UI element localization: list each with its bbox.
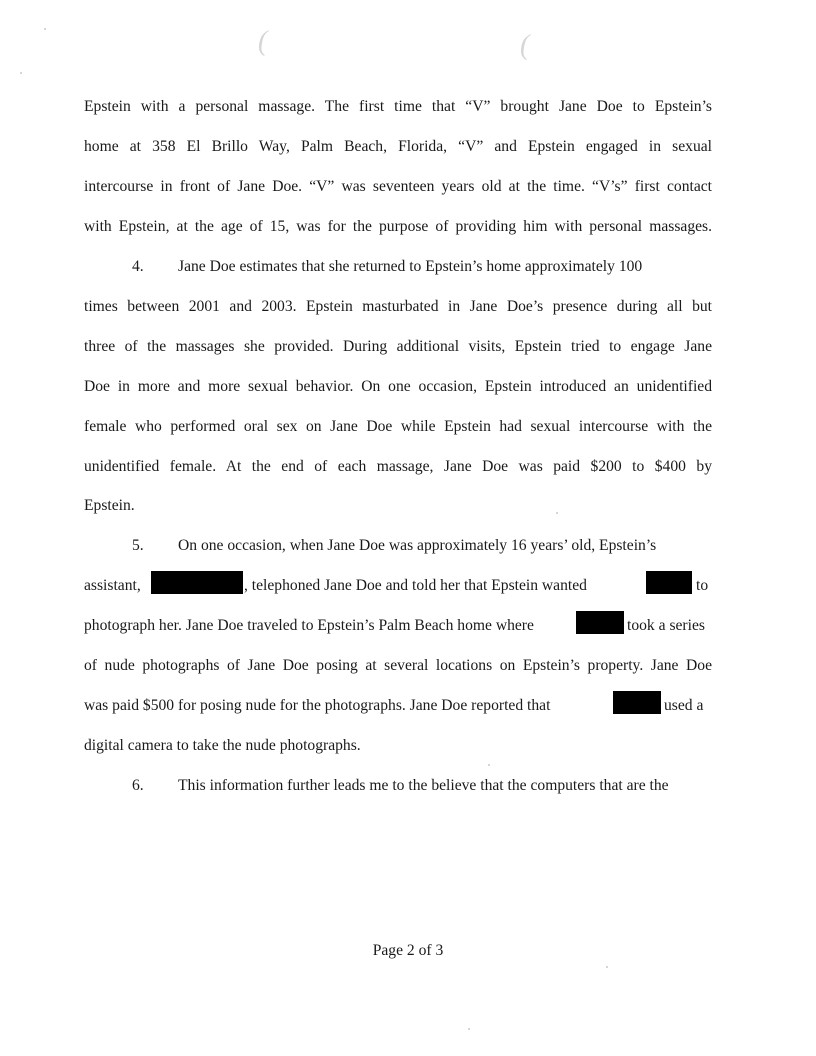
paragraph-6-first-line	[84, 776, 712, 796]
paragraph-number: 4.	[132, 258, 144, 275]
paragraph-5-first-line	[84, 536, 712, 556]
scan-speck	[20, 72, 22, 74]
scan-speck	[44, 28, 46, 30]
body-text-line: with Epstein, at the age of 15, was for the purpose of providing him with personal massages.	[84, 218, 712, 235]
paragraph-4-first-line	[84, 257, 712, 277]
redaction-box	[646, 571, 692, 594]
body-text: On one occasion, when Jane Doe was approximately 16 years’ old, Epstein’s	[178, 537, 657, 554]
redaction-box	[151, 571, 243, 594]
body-text-line: , telephoned Jane Doe and told her that Epstein wanted	[244, 577, 587, 594]
body-text-line: three of the massages she provided. During additional visits, Epstein tried to engage Jane	[84, 338, 712, 355]
page-number-footer: Page 2 of 3	[372, 942, 444, 959]
paragraph-number: 5.	[132, 537, 144, 554]
body-text-line: times between 2001 and 2003. Epstein masturbated in Jane Doe’s presence during all but	[84, 298, 712, 315]
body-text-line: was paid $500 for posing nude for the photographs. Jane Doe reported that	[84, 697, 551, 714]
body-text-line: unidentified female. At the end of each massage, Jane Doe was paid $200 to $400 by	[84, 458, 712, 475]
scan-artifact-mark: (	[258, 26, 268, 57]
redaction-box	[576, 611, 624, 634]
body-text-line: Epstein with a personal massage. The first time that “V” brought Jane Doe to Epstein’s	[84, 98, 712, 115]
body-text-line: intercourse in front of Jane Doe. “V” was seventeen years old at the time. “V’s” first contact	[84, 178, 712, 195]
body-text-line: to	[696, 577, 709, 594]
scan-speck	[468, 1028, 470, 1030]
redaction-box	[613, 691, 661, 714]
body-text: This information further leads me to the believe that the computers that are the	[178, 777, 669, 794]
body-text-line: of nude photographs of Jane Doe posing at several locations on Epstein’s property. Jane Doe	[84, 657, 712, 674]
body-text-line: photograph her. Jane Doe traveled to Epstein’s Palm Beach home where	[84, 617, 534, 634]
scan-artifact-mark: (	[520, 30, 530, 61]
body-text-line: digital camera to take the nude photographs.	[84, 737, 361, 754]
paragraph-number: 6.	[132, 777, 144, 794]
body-text: Jane Doe estimates that she returned to Epstein’s home approximately 100	[178, 258, 643, 275]
body-text-line: used a	[664, 697, 704, 714]
body-text-line: took a series	[627, 617, 705, 634]
body-text-line: home at 358 El Brillo Way, Palm Beach, Florida, “V” and Epstein engaged in sexual	[84, 138, 712, 155]
body-text-line: Doe in more and more sexual behavior. On one occasion, Epstein introduced an unidentified	[84, 378, 712, 395]
scan-speck	[488, 764, 490, 766]
body-text-line: female who performed oral sex on Jane Doe while Epstein had sexual intercourse with the	[84, 418, 712, 435]
scan-speck	[606, 966, 608, 968]
body-text-line: Epstein.	[84, 497, 135, 514]
body-text: assistant,	[84, 577, 141, 594]
